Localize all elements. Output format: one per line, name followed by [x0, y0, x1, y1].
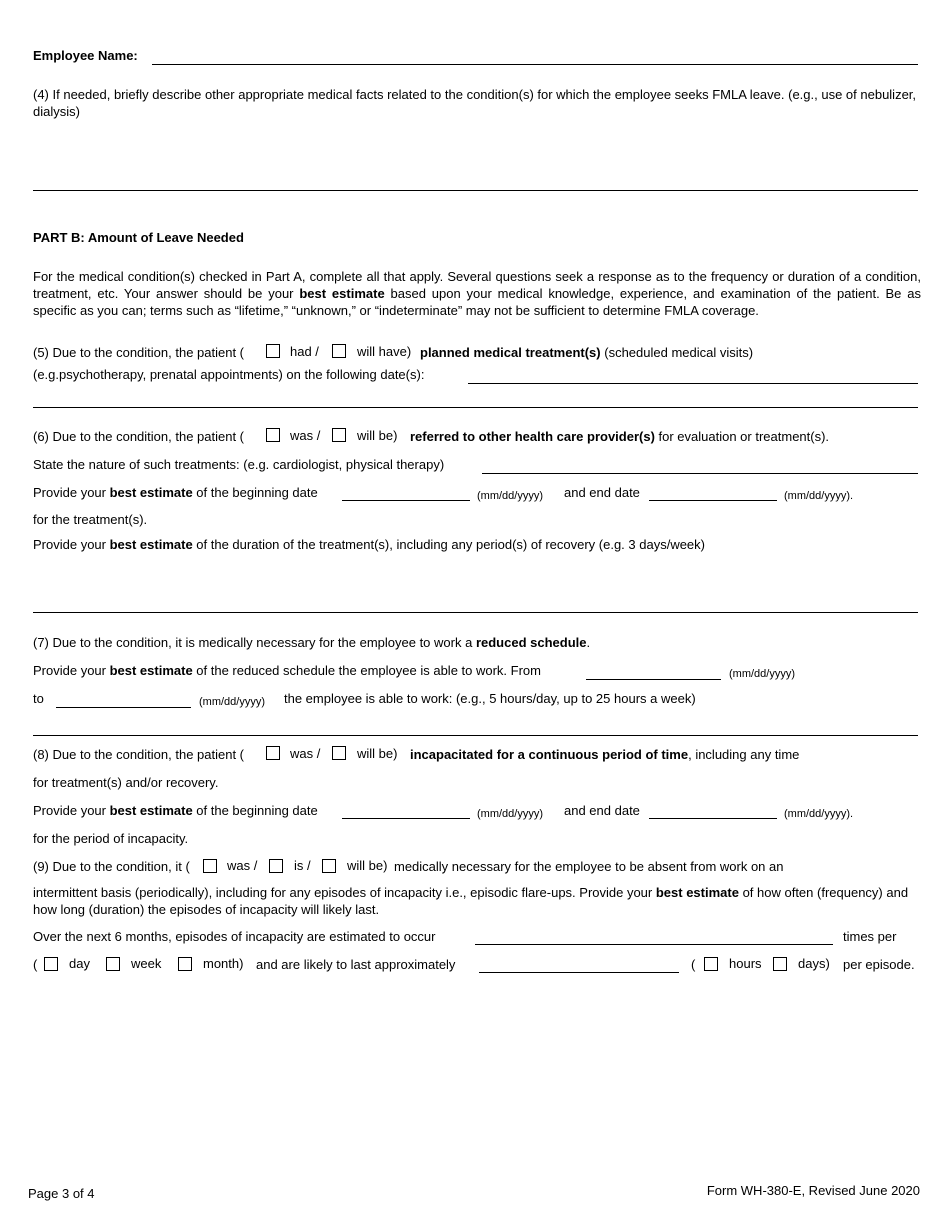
q8-begin-date-field[interactable]: [342, 818, 470, 819]
q9-paragraph: intermittent basis (periodically), including for any episodes of incapacity i.e., episodic flare-ups. Provide your best estimate of how often (frequency) and how long (duration) the episodes of incapacity will likely last.: [33, 885, 909, 917]
q9-is-label: is /: [294, 858, 311, 873]
q9-suffix: medically necessary for the employee to be absent from work on an: [394, 859, 784, 874]
page-number: Page 3 of 4: [28, 1186, 95, 1201]
q8-estimate-label: Provide your best estimate of the beginning date: [33, 803, 318, 818]
q9-was-checkbox[interactable]: [203, 859, 217, 873]
q9-day-checkbox[interactable]: [44, 957, 58, 971]
q9-hours-checkbox[interactable]: [704, 957, 718, 971]
q6-estimate-label: Provide your best estimate of the beginning date: [33, 485, 318, 500]
q8-end-date-field[interactable]: [649, 818, 777, 819]
q9-over-label: Over the next 6 months, episodes of incapacity are estimated to occur: [33, 929, 436, 944]
q8-begin-date-format: (mm/dd/yyyy): [477, 808, 543, 820]
q9-last-label: and are likely to last approximately: [256, 957, 456, 972]
q6-end-date-format: (mm/dd/yyyy).: [784, 490, 854, 502]
q5-will-have-label: will have): [357, 344, 412, 359]
q6-nature-field[interactable]: [482, 473, 918, 474]
q7-divider: [33, 735, 918, 736]
q8-line2: for treatment(s) and/or recovery.: [33, 775, 219, 790]
part-b-intro: For the medical condition(s) checked in Part A, complete all that apply. Several questions seek a response as to the frequency or duration of a condition, treatment, etc. Your answer should be your best estimate based upon your medical knowledge, experience, and examination of the patient. Be as specific as you can; terms such as “lifetime,” “unknown,” or “indeterminate” may not be sufficient to determine FMLA coverage.: [33, 269, 921, 318]
q5-dates-field[interactable]: [468, 383, 918, 384]
q6-will-be-label: will be): [357, 428, 398, 443]
q7-from-format: (mm/dd/yyyy): [729, 668, 795, 680]
q9-will-be-label: will be): [347, 858, 388, 873]
q9-days-checkbox[interactable]: [773, 957, 787, 971]
q8-prefix: (8) Due to the condition, the patient (: [33, 747, 245, 762]
q8-main: incapacitated for a continuous period of time, including any time: [410, 747, 800, 762]
q7-to-format: (mm/dd/yyyy): [199, 696, 265, 708]
q5-prefix: (5) Due to the condition, the patient (: [33, 345, 245, 360]
q8-will-be-checkbox[interactable]: [332, 746, 346, 760]
q7-able-text: the employee is able to work: (e.g., 5 hours/day, up to 25 hours a week): [284, 691, 696, 706]
q9-per-episode: per episode.: [843, 957, 915, 972]
q6-nature-label: State the nature of such treatments: (e.g. cardiologist, physical therapy): [33, 457, 445, 472]
employee-name-field[interactable]: [152, 64, 918, 65]
q8-period-label: for the period of incapacity.: [33, 831, 189, 846]
q9-month-checkbox[interactable]: [178, 957, 192, 971]
q9-duration-field[interactable]: [479, 972, 679, 973]
q5-main: planned medical treatment(s) (scheduled medical visits): [420, 345, 754, 360]
q5-will-have-checkbox[interactable]: [332, 344, 346, 358]
q7-to-field[interactable]: [56, 707, 191, 708]
q7-prefix: (7) Due to the condition, it is medically necessary for the employee to work a reduced schedule.: [33, 635, 591, 650]
q8-was-checkbox[interactable]: [266, 746, 280, 760]
part-b-heading: PART B: Amount of Leave Needed: [33, 230, 244, 245]
q9-day-label: day: [69, 956, 90, 971]
q9-month-label: month): [203, 956, 244, 971]
q9-prefix: (9) Due to the condition, it (: [33, 859, 190, 874]
q9-open-paren: (: [33, 957, 38, 972]
q6-main: referred to other health care provider(s) for evaluation or treatment(s).: [410, 429, 830, 444]
q6-will-be-checkbox[interactable]: [332, 428, 346, 442]
q5-line2: (e.g.psychotherapy, prenatal appointments) on the following date(s):: [33, 367, 425, 382]
q4-text: (4) If needed, briefly describe other appropriate medical facts related to the condition(s) for which the employee seeks FMLA leave. (e.g., use of nebulizer, dialysis): [33, 87, 917, 119]
q6-was-checkbox[interactable]: [266, 428, 280, 442]
q6-for-treatment: for the treatment(s).: [33, 512, 148, 527]
q8-end-date-label: and end date: [564, 803, 640, 818]
q9-was-label: was /: [227, 858, 258, 873]
q7-estimate-label: Provide your best estimate of the reduced schedule the employee is able to work. From: [33, 663, 541, 678]
q5-had-checkbox[interactable]: [266, 344, 280, 358]
q8-was-label: was /: [290, 746, 321, 761]
q9-frequency-field[interactable]: [475, 944, 833, 945]
q9-week-label: week: [131, 956, 162, 971]
q6-begin-date-field[interactable]: [342, 500, 470, 501]
q5-divider: [33, 407, 918, 408]
q7-to-label: to: [33, 691, 44, 706]
q6-duration-label: Provide your best estimate of the duration of the treatment(s), including any period(s) of recovery (e.g. 3 days/week): [33, 537, 705, 552]
q9-days-label: days): [798, 956, 830, 971]
q6-begin-date-format: (mm/dd/yyyy): [477, 490, 543, 502]
q5-had-label: had /: [290, 344, 319, 359]
q9-will-be-checkbox[interactable]: [322, 859, 336, 873]
q8-will-be-label: will be): [357, 746, 398, 761]
q9-open-paren-2: (: [691, 957, 696, 972]
q9-week-checkbox[interactable]: [106, 957, 120, 971]
q6-was-label: was /: [290, 428, 321, 443]
q7-from-field[interactable]: [586, 679, 721, 680]
q4-answer-line[interactable]: [33, 190, 918, 191]
q6-end-date-label: and end date: [564, 485, 640, 500]
q9-is-checkbox[interactable]: [269, 859, 283, 873]
q6-duration-line[interactable]: [33, 612, 918, 613]
q9-times-per: times per: [843, 929, 897, 944]
q8-end-date-format: (mm/dd/yyyy).: [784, 808, 854, 820]
q9-hours-label: hours: [729, 956, 762, 971]
q6-end-date-field[interactable]: [649, 500, 777, 501]
form-id: Form WH-380-E, Revised June 2020: [706, 1183, 920, 1198]
employee-name-label: Employee Name:: [33, 48, 138, 63]
q6-prefix: (6) Due to the condition, the patient (: [33, 429, 245, 444]
